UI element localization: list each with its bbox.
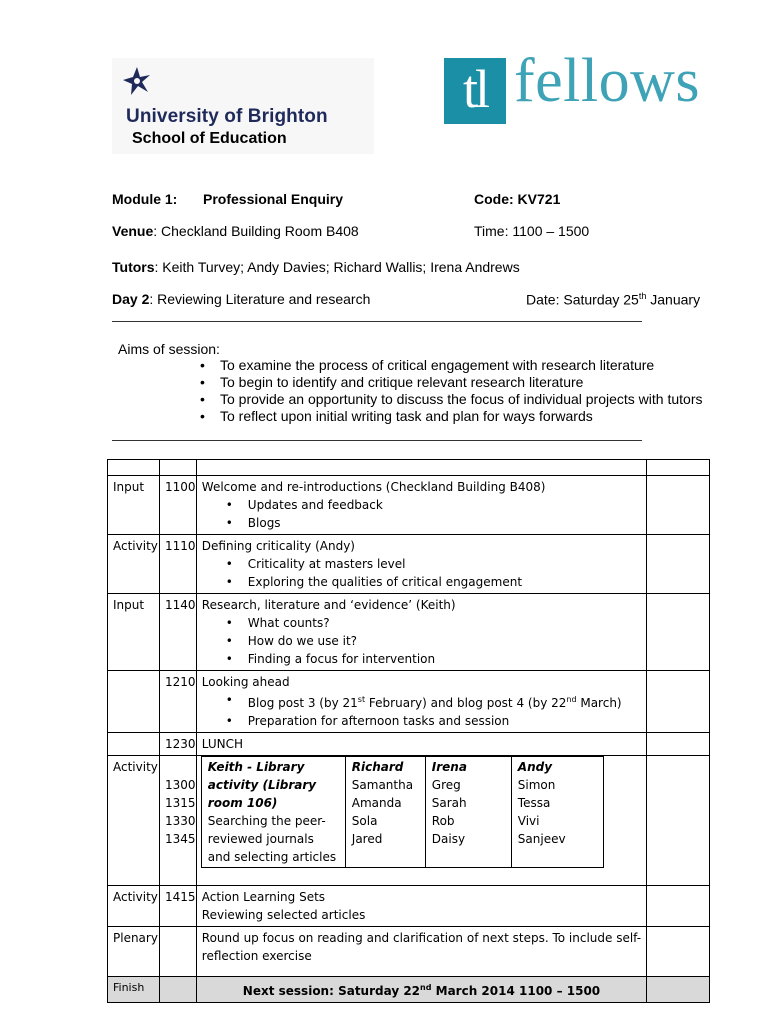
tutors-label: Tutors <box>112 259 155 275</box>
group-richard: Richard Samantha Amanda Sola Jared <box>345 757 425 868</box>
row-content: Welcome and re-introductions (Checkland Building B408) • Updates and feedback • Blogs <box>196 476 646 535</box>
aim-item: • To examine the process of critical engagement with research literature <box>198 357 702 374</box>
row-time: 1140 <box>159 594 196 671</box>
row-time: 1415 <box>159 886 196 927</box>
university-logo <box>112 58 374 154</box>
aim-item: • To reflect upon initial writing task and plan for ways forwards <box>198 408 702 425</box>
table-row <box>108 756 710 886</box>
venue-label: Venue <box>112 223 154 239</box>
table-row <box>108 671 710 733</box>
tutors-line <box>112 259 520 275</box>
row-time: 1210 <box>159 671 196 733</box>
table-row <box>108 594 710 671</box>
row-content: Looking ahead • Blog post 3 (by 21st February) and blog post 4 (by 22nd March) • Preparation for afternoon tasks and session <box>196 671 646 733</box>
row-content: Research, literature and ‘evidence’ (Keith) • What counts? • How do we use it? • Finding a focus for intervention <box>196 594 646 671</box>
group-table <box>201 756 604 868</box>
day-value: : Reviewing Literature and research <box>149 291 371 307</box>
aim-item: • To begin to identify and critique relevant research literature <box>198 374 702 391</box>
venue-line <box>112 223 359 239</box>
row-content: LUNCH <box>196 733 646 756</box>
divider <box>112 440 642 441</box>
next-session: Next session: Saturday 22nd March 2014 1100 – 1500 <box>196 977 646 1003</box>
aims-heading: Aims of session: <box>118 341 220 357</box>
session-date: Date: Saturday 25th January <box>526 291 701 308</box>
group-keith: Keith - Library activity (Library room 106) Searching the peer-reviewed journals and selecting articles <box>201 757 345 868</box>
row-content: Action Learning Sets Reviewing selected articles <box>196 886 646 927</box>
table-row <box>108 476 710 535</box>
tl-logo-word: fellows <box>514 47 701 115</box>
aim-item: • To provide an opportunity to discuss the focus of individual projects with tutors <box>198 391 702 408</box>
table-row <box>108 927 710 977</box>
row-type: Finish <box>108 977 160 1003</box>
row-time: 1100 <box>159 476 196 535</box>
group-irena: Irena Greg Sarah Rob Daisy <box>425 757 511 868</box>
row-time: 1110 <box>159 535 196 594</box>
day-line <box>112 291 370 307</box>
row-type: Activity <box>108 886 160 927</box>
university-name: University of Brighton <box>126 106 328 127</box>
table-row <box>108 535 710 594</box>
tutors-value: : Keith Turvey; Andy Davies; Richard Wallis; Irena Andrews <box>154 259 520 275</box>
tl-logo-mark: tl <box>444 58 506 124</box>
row-time: 1230 <box>159 733 196 756</box>
row-type: Activity <box>108 756 160 886</box>
row-content: Round up focus on reading and clarification of next steps. To include self-reflection exercise <box>196 927 646 977</box>
table-header-row <box>108 460 710 476</box>
row-type: Plenary <box>108 927 160 977</box>
session-time: Time: 1100 – 1500 <box>474 223 590 239</box>
table-row <box>108 733 710 756</box>
divider <box>112 321 642 322</box>
row-type: Input <box>108 594 160 671</box>
row-type: Activity <box>108 535 160 594</box>
schedule-table <box>107 459 710 1003</box>
row-content <box>196 756 646 886</box>
row-content: Defining criticality (Andy) • Criticality at masters level • Exploring the qualities of critical engagement <box>196 535 646 594</box>
row-type: Input <box>108 476 160 535</box>
row-times: 1300 1315 1330 1345 <box>159 756 196 886</box>
school-name: School of Education <box>132 130 287 147</box>
day-label: Day 2 <box>112 291 150 307</box>
star-icon <box>122 66 152 96</box>
aims-list <box>198 357 702 425</box>
group-andy: Andy Simon Tessa Vivi Sanjeev <box>511 757 603 868</box>
venue-value: : Checkland Building Room B408 <box>153 223 359 239</box>
table-row <box>108 977 710 1003</box>
table-row <box>108 886 710 927</box>
module-label: Module 1: <box>112 191 178 207</box>
module-title: Professional Enquiry <box>203 191 344 207</box>
module-code: Code: KV721 <box>474 191 561 207</box>
